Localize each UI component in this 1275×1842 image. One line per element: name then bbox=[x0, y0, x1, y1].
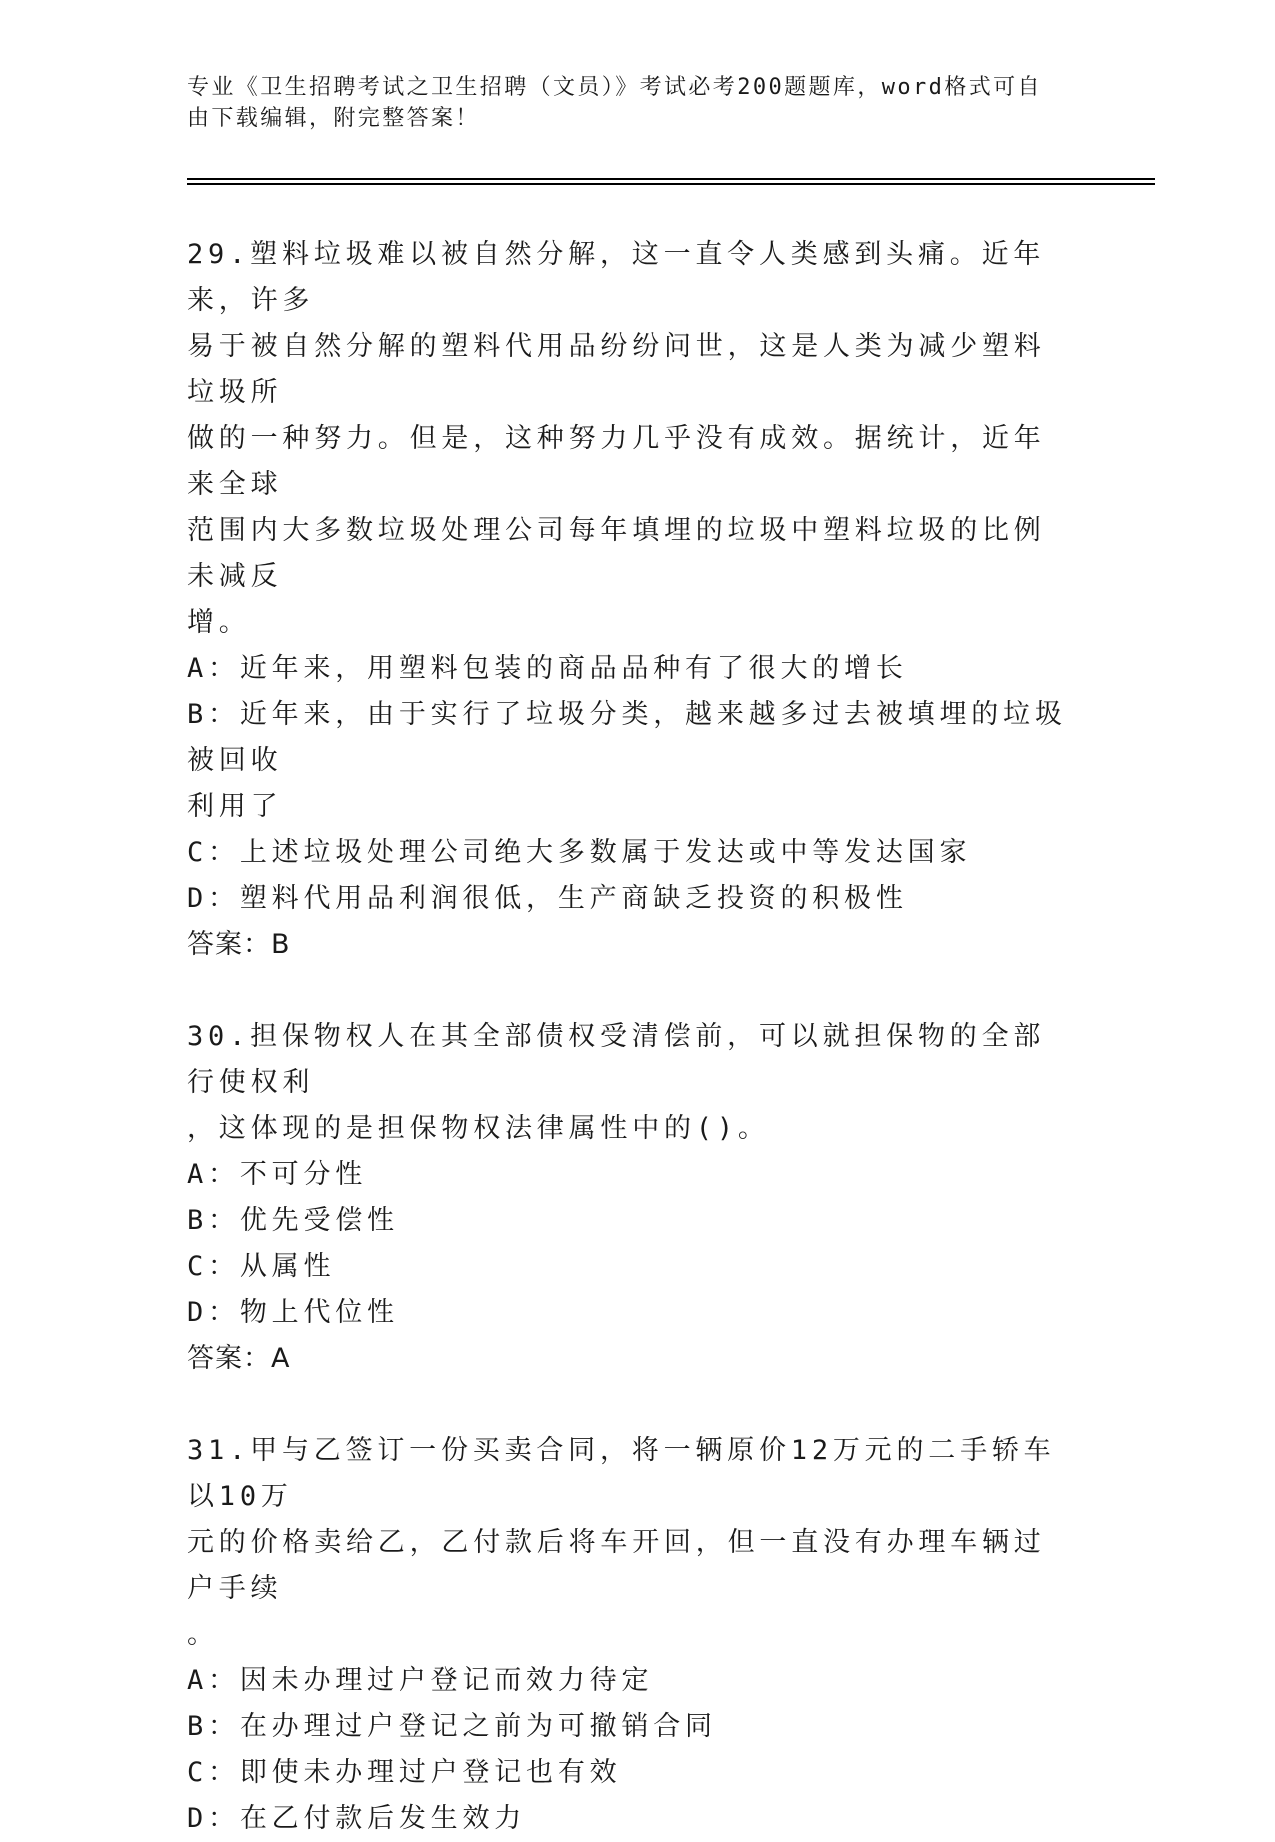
question-stem bbox=[187, 1014, 1067, 1152]
document-header bbox=[187, 72, 1067, 134]
answer-option-line: C：即使未办理过户登记也有效 bbox=[187, 1757, 622, 1788]
question-stem-line: 29.塑料垃圾难以被自然分解，这一直令人类感到头痛。近年来，许多 bbox=[187, 239, 1046, 316]
answer-option bbox=[187, 646, 1067, 692]
answer-option bbox=[187, 1290, 1067, 1336]
header-line-2: 由下载编辑，附完整答案！ bbox=[187, 106, 480, 131]
answer-option-line: A：近年来，用塑料包装的商品品种有了很大的增长 bbox=[187, 653, 908, 684]
question-stem-line: 元的价格卖给乙，乙付款后将车开回，但一直没有办理车辆过户手续 bbox=[187, 1527, 1046, 1604]
answer-option-line: B：在办理过户登记之前为可撤销合同 bbox=[187, 1711, 717, 1742]
question-stem-line: 31.甲与乙签订一份买卖合同，将一辆原价12万元的二手轿车以10万 bbox=[187, 1435, 1056, 1512]
question-block bbox=[187, 1014, 1067, 1382]
answer-key: 答案：B bbox=[187, 929, 291, 960]
question-stem-line: 范围内大多数垃圾处理公司每年填埋的垃圾中塑料垃圾的比例未减反 bbox=[187, 515, 1046, 592]
answer-option-line: D：塑料代用品利润很低，生产商缺乏投资的积极性 bbox=[187, 883, 908, 914]
question-stem bbox=[187, 232, 1067, 646]
question-stem bbox=[187, 1428, 1067, 1658]
answer-option bbox=[187, 1796, 1067, 1842]
question-list bbox=[187, 232, 1067, 1842]
answer-option-line: A：不可分性 bbox=[187, 1159, 368, 1190]
answer-option bbox=[187, 692, 1067, 830]
question-spacer bbox=[187, 968, 1067, 1014]
answer-key: 答案：A bbox=[187, 1343, 291, 1374]
question-stem-line: 30.担保物权人在其全部债权受清偿前，可以就担保物的全部行使权利 bbox=[187, 1021, 1046, 1098]
answer-option-line: A：因未办理过户登记而效力待定 bbox=[187, 1665, 654, 1696]
question-block bbox=[187, 232, 1067, 968]
header-divider-top bbox=[187, 178, 1155, 180]
question-stem-line: 做的一种努力。但是，这种努力几乎没有成效。据统计，近年来全球 bbox=[187, 423, 1046, 500]
answer-option-line: B：近年来，由于实行了垃圾分类，越来越多过去被填埋的垃圾被回收 bbox=[187, 699, 1067, 776]
answer-option bbox=[187, 876, 1067, 922]
question-stem-line: 。 bbox=[187, 1619, 219, 1650]
answer-option-line: C：从属性 bbox=[187, 1251, 336, 1282]
question-stem-line: ，这体现的是担保物权法律属性中的()。 bbox=[187, 1113, 770, 1144]
answer-option bbox=[187, 1244, 1067, 1290]
header-line-1: 专业《卫生招聘考试之卫生招聘（文员）》考试必考200题题库，word格式可自 bbox=[187, 75, 1042, 100]
question-stem-line: 增。 bbox=[187, 607, 251, 638]
question-block bbox=[187, 1428, 1067, 1842]
answer-option-line: D：在乙付款后发生效力 bbox=[187, 1803, 527, 1834]
answer-option bbox=[187, 1704, 1067, 1750]
question-spacer bbox=[187, 1382, 1067, 1428]
header-divider-bottom bbox=[187, 183, 1155, 185]
answer-option bbox=[187, 1658, 1067, 1704]
answer-option bbox=[187, 1152, 1067, 1198]
answer-option-line: B：优先受偿性 bbox=[187, 1205, 399, 1236]
answer-option-line: 利用了 bbox=[187, 791, 283, 822]
question-stem-line: 易于被自然分解的塑料代用品纷纷问世，这是人类为减少塑料垃圾所 bbox=[187, 331, 1046, 408]
answer-option bbox=[187, 1198, 1067, 1244]
answer-option bbox=[187, 830, 1067, 876]
answer-option-line: C：上述垃圾处理公司绝大多数属于发达或中等发达国家 bbox=[187, 837, 972, 868]
answer-option-line: D：物上代位性 bbox=[187, 1297, 399, 1328]
answer-option bbox=[187, 1750, 1067, 1796]
